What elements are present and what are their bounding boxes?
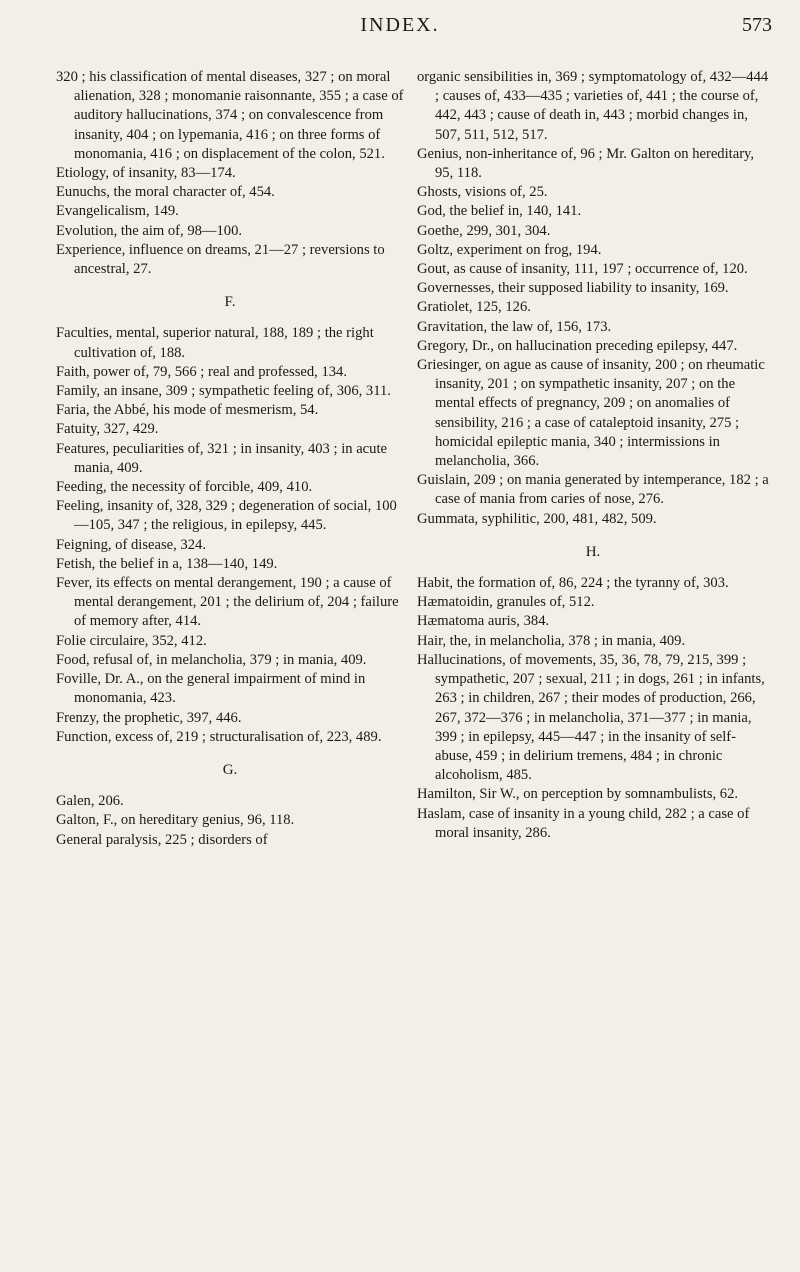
index-entry: Feeding, the necessity of forcible, 409, 410. — [56, 479, 313, 496]
index-entry: Function, excess of, 219 ; structuralisation of, 223, 489. — [56, 728, 382, 745]
index-entry: Fetish, the belief in a, 138—140, 149. — [56, 555, 278, 572]
index-entry: Hair, the, in melancholia, 378 ; in mania, 409. — [417, 632, 686, 649]
section-letter: F. — [224, 294, 236, 311]
index-entry: Guislain, 209 ; on mania generated by intemperance, 182 ; a case of mania from caries of nose, 276. — [417, 472, 769, 508]
right-column — [417, 68, 769, 843]
index-entry: Feigning, of disease, 324. — [56, 536, 206, 553]
index-entry: Evolution, the aim of, 98—100. — [56, 222, 243, 239]
index-entry: Hamilton, Sir W., on perception by somnambulists, 62. — [417, 786, 739, 803]
section-letter: G. — [222, 761, 238, 778]
index-entry: Genius, non-inheritance of, 96 ; Mr. Galton on hereditary, 95, 118. — [417, 145, 755, 182]
index-entry: Hallucinations, of movements, 35, 36, 78, 79, 215, 399 ; sympathetic, 207 ; sexual, 211 ; in dogs, 261 ; in infants, 263 ; in children, 267 ; their modes of production, 266, 267, 372—376 ; in melancholia, 371—377 ; in mania, 399 ; in epilepsy, 445—447 ; in the insanity of self-abuse, 459 ; in delirium tremens, 484 ; in chronic alcoholism, 485. — [417, 651, 765, 784]
index-entry: Gregory, Dr., on hallucination preceding epilepsy, 447. — [417, 337, 738, 354]
page-title: INDEX. — [360, 14, 440, 36]
index-entry: Ghosts, visions of, 25. — [417, 184, 548, 201]
index-entry: Gout, as cause of insanity, 111, 197 ; occurrence of, 120. — [417, 261, 748, 278]
left-column — [56, 68, 404, 850]
index-entry: 320 ; his classification of mental diseases, 327 ; on moral alienation, 328 ; monomanie raisonnante, 355 ; a case of auditory hallucinations, 374 ; on convalescence from insanity, 404 ; on lypemania, 416 ; on three forms of monomania, 416 ; on displacement of the colon, 521. — [56, 69, 404, 162]
index-entry: Folie circulaire, 352, 412. — [56, 632, 207, 649]
page-header — [0, 6, 800, 40]
index-entry: General paralysis, 225 ; disorders of — [56, 831, 268, 848]
index-entry: Hæmatoidin, granules of, 512. — [417, 594, 595, 611]
index-entry: Habit, the formation of, 86, 224 ; the tyranny of, 303. — [417, 575, 729, 592]
index-entry: Gummata, syphilitic, 200, 481, 482, 509. — [417, 510, 657, 527]
index-entry: Governesses, their supposed liability to insanity, 169. — [417, 280, 729, 297]
index-entry: organic sensibilities in, 369 ; symptomatology of, 432—444 ; causes of, 433—435 ; varieties of, 441 ; the course of, 442, 443 ; cause of death in, 443 ; morbid changes in, 507, 511, 512, 517. — [417, 69, 769, 143]
index-entry: Faith, power of, 79, 566 ; real and professed, 134. — [56, 363, 347, 380]
index-entry: Fever, its effects on mental derangement, 190 ; a cause of mental derangement, 201 ; the delirium of, 204 ; failure of memory after, 414. — [56, 575, 399, 630]
index-entry: Feeling, insanity of, 328, 329 ; degeneration of social, 100—105, 347 ; the religious, in epilepsy, 445. — [56, 498, 397, 534]
index-entry: Frenzy, the prophetic, 397, 446. — [56, 709, 242, 726]
index-entry: Fatuity, 327, 429. — [56, 421, 159, 438]
index-entry: Experience, influence on dreams, 21—27 ; reversions to ancestral, 27. — [56, 241, 385, 278]
index-entry: Faria, the Abbé, his mode of mesmerism, 54. — [56, 402, 319, 419]
index-entry: Gravitation, the law of, 156, 173. — [417, 318, 612, 335]
section-letter: H. — [585, 543, 601, 560]
index-entry: Gratiolet, 125, 126. — [417, 299, 531, 316]
index-entry: God, the belief in, 140, 141. — [417, 203, 582, 220]
index-entry: Galton, F., on hereditary genius, 96, 118. — [56, 812, 295, 829]
index-entry: Evangelicalism, 149. — [56, 203, 179, 220]
page-number: 573 — [742, 14, 772, 36]
index-entry: Galen, 206. — [56, 793, 124, 810]
index-entry: Griesinger, on ague as cause of insanity, 200 ; on rheumatic insanity, 201 ; on sympathetic insanity, 207 ; on the mental effects of pregnancy, 209 ; on anomalies of sensibility, 216 ; a case of cataleptoid insanity, 275 ; homicidal epileptic mania, 340 ; intermissions in melancholia, 366. — [417, 357, 765, 470]
index-entry: Features, peculiarities of, 321 ; in insanity, 403 ; in acute mania, 409. — [56, 440, 387, 476]
index-entry: Goethe, 299, 301, 304. — [417, 222, 551, 239]
index-entry: Family, an insane, 309 ; sympathetic feeling of, 306, 311. — [56, 383, 391, 400]
index-entry: Faculties, mental, superior natural, 188, 189 ; the right cultivation of, 188. — [56, 325, 374, 361]
index-entry: Foville, Dr. A., on the general impairment of mind in monomania, 423. — [56, 671, 366, 707]
index-entry: Hæmatoma auris, 384. — [417, 613, 550, 630]
index-entry: Haslam, case of insanity in a young child, 282 ; a case of moral insanity, 286. — [417, 805, 750, 841]
index-entry: Eunuchs, the moral character of, 454. — [56, 184, 275, 201]
index-entry: Goltz, experiment on frog, 194. — [417, 241, 602, 258]
index-entry: Food, refusal of, in melancholia, 379 ; in mania, 409. — [56, 651, 367, 668]
index-entry: Etiology, of insanity, 83—174. — [56, 165, 236, 182]
